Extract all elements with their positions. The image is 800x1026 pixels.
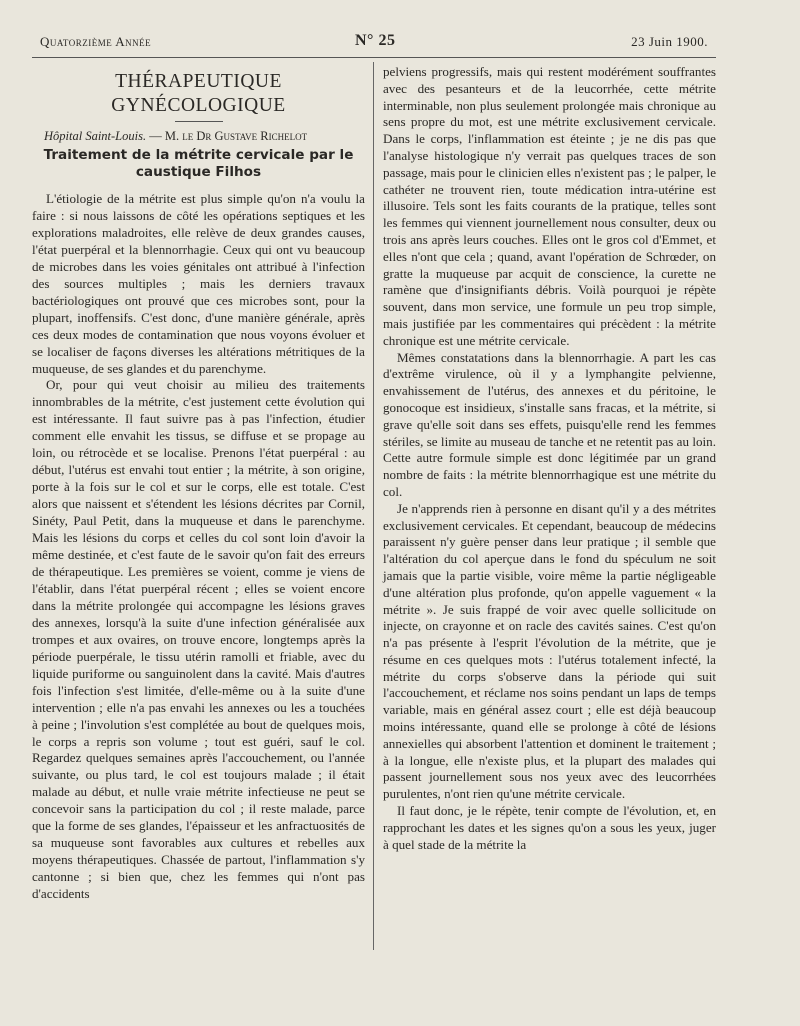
paragraph: Or, pour qui veut choisir au milieu des traitements innombrables de la métrite, c'est justement cette évolution qui est intéressante. Il faut suivre pas à pas l'infection, étudier comment elle envahit les tissus, se diffuse et se propage au loin, ou rétrocède et se localise. Prenons l'état puerpéral : au début, l'utérus est envahi tout entier ; la métrite, à son origine, porte à la fois sur le col et sur le corps, elle est totale. C'est alors que naissent et s'étendent les lésions décrites par Cornil, Sinéty, Paul Petit, dans la muqueuse et dans le parenchyme. Mais les lésions du corps et celles du col sont loin d'avoir la même destinée, et c'est faute de le savoir qu'on fait des erreurs de thérapeutique. Les premières se voient, comme je viens de l'établir, dans l'état puerpéral récent ; elles se voient encore dans la métrite prolongée qui accompagne les lésions graves des annexes, lorsqu'à la suite d'une infection généralisée aux trompes et aux ovaires, on trouve encore, longtemps après la période puerpérale, le tissu utérin ramolli et friable, avec du liquide puriforme ou sanguinolent dans la cavité. Mais d'autres fois l'infection s'est limitée, d'elle-même ou à la suite d'une intervention ; elle n'a pas envahi les annexes ou les a touchées à peine ; l'involution s'est complétée au bout de quelques mois, le corps a repris son volume ; tout est guéri, sauf le col. Regardez quelques semaines après l'accouchement, ou l'année suivante, ou plus tard, le col est toujours malade ; il était malade au début, et nulle vraie métrite infectieuse ne peut se concevoir sans la participation du col ; il reste malade, parce que la forme de ses glandes, l'épaisseur et les anfractuosités de sa muqueuse sont favorables aux cultures et rebelles aux moyens thérapeutiques. Chassée de partout, l'inflammation s'y cantonne ; si bien que, chez les femmes qui n'ont pas d'accidents	[32, 377, 365, 902]
header-issue-number: N° 25	[355, 32, 396, 49]
paragraph: Il faut donc, je le répète, tenir compte de l'évolution, et, en rapprochant les dates et les signes qu'on a sous les yeux, juger à quel stade de la métrite la	[383, 803, 716, 852]
column-divider	[373, 62, 374, 950]
left-column	[32, 64, 365, 903]
section-title: THÉRAPEUTIQUE GYNÉCOLOGIQUE	[111, 71, 286, 116]
right-column	[383, 64, 716, 853]
byline-author: — M. le Dr Gustave Richelot	[149, 129, 308, 143]
header-volume: Quatorzième Année	[40, 34, 152, 49]
byline	[44, 128, 365, 144]
section-title-rule	[175, 121, 223, 122]
header-date: 23 Juin 1900.	[631, 34, 708, 49]
paragraph: Je n'apprends rien à personne en disant qu'il y a des métrites exclusivement cervicales. Et cependant, beaucoup de médecins paraissent n'y guère penser dans leur pratique ; il semble que l'altération du col aperçue dans le fond du spéculum ne soit jamais que la partie visible, voire même la partie négligeable d'une altération plus profonde, qu'on appelle vaguement « la métrite ». Je suis frappé de voir avec quelle sollicitude on injecte, on crayonne et on racle des cavités saines. C'est qu'on n'a pas présente à l'esprit l'évolution de la métrite, que je résume en ces quelques mots : l'utérus totalement infecté, la métrite du corps s'observe dans la période qui suit l'accouchement, et réclame nos soins pendant un laps de temps variable, mais en général assez court ; elle est déjà beaucoup moins intéressante, quand elle se prolonge à côté de lésions annexielles qui absorbent l'attention et dominent le traitement ; à la longue, elle n'existe plus, et la plupart des malades qui passent journellement sous nos yeux avec des leucorrhées purulentes, n'ont rien qu'une métrite cervicale.	[383, 500, 716, 802]
paragraph: pelviens progressifs, mais qui restent modérément souffrantes avec des pesanteurs et de la leucorrhée, cette métrite interminable, non plus seulement prolongée mais chronique au sens propre du mot, est une métrite exclusivement cervicale. Dans le corps, l'inflammation est éteinte ; je ne dis pas que l'analyse histologique n'y verrait pas quelques traces de son passage, mais pour le clinicien elles n'existent pas ; le palper, le cathéter ne trouvent rien, toute médication intra-utérine est illusoire. Tels sont les faits courants de la pratique, telles sont les femmes qui viennent journellement nous consulter, deux ou trois ans après leurs couches. Elles ont le gros col d'Emmet, et elles n'ont que cela ; quand, avant l'opération de Schrœder, on gratte la muqueuse par acquit de conscience, la curette ne ramène que d'insignifiants débris. Voilà pourquoi je répète souvent, dans mon service, une formule un peu trop simple, mais justifiée par les commentaires qui précèdent : la métrite chronique est une métrite cervicale.	[383, 64, 716, 348]
paragraph: L'étiologie de la métrite est plus simple qu'on n'a voulu la faire : si nous laissons de côté les opérations septiques et les explorations maladroites, elle relève de deux grandes causes, l'état puerpéral et la blennorrhagie. Ceux qui ont vu beaucoup de microbes dans les voies génitales ont attribué à l'infection des sources multiples ; mais les derniers travaux bactériologiques ont prouvé que ces microbes sont, pour la plupart, inoffensifs. C'est donc, d'une manière générale, après ces deux modes de contamination que nous voyons évoluer et se localiser de façons diverses les altérations métritiques de la muqueuse, de ses glandes et du parenchyme.	[32, 191, 365, 376]
byline-hospital: Hôpital Saint-Louis.	[44, 129, 147, 143]
article-title: Traitement de la métrite cervicale par le caustique Filhos	[43, 147, 354, 180]
paragraph: Mêmes constatations dans la blennorrhagie. A part les cas d'extrême virulence, où il y a lymphangite pelvienne, envahissement de l'utérus, des annexes et du péritoine, le gonocoque est insidieux, s'installe sans fracas, et la métrite, si grave qu'elle soit dans ses effets, puisqu'elle rend les femmes stériles, se limite au museau de tanche et ne retentit pas au loin. Cette autre formule simple est donc légitimée par un grand nombre de faits : la métrite blennorrhagique est une métrite du col.	[383, 349, 716, 499]
header-rule	[32, 57, 716, 58]
page-header	[40, 32, 708, 52]
